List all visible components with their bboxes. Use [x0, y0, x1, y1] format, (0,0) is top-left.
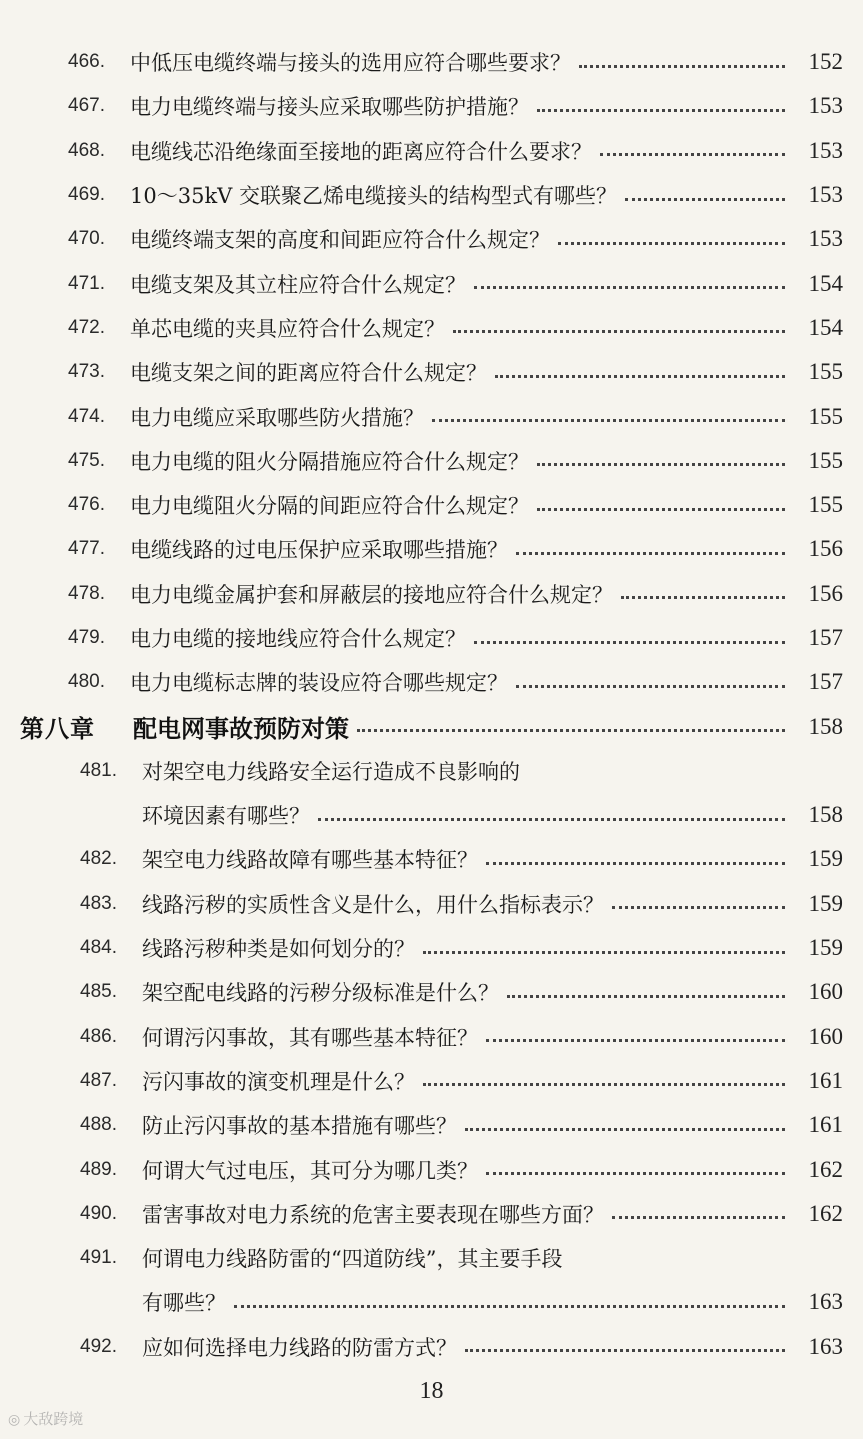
dot-leader [423, 1083, 785, 1086]
toc-entry[interactable] [0, 1325, 863, 1369]
dot-leader [621, 596, 785, 599]
entry-title-continued: 环境因素有哪些？ [142, 804, 310, 829]
watermark-text: 大敌跨境 [23, 1410, 84, 1428]
dot-leader [579, 65, 785, 68]
entry-title: 架空配电线路的污秽分级标准是什么？ [142, 981, 499, 1006]
entry-number: 483. [80, 892, 117, 914]
watermark [8, 1408, 83, 1429]
entry-page: 159 [808, 935, 843, 961]
entry-title: 电缆支架之间的距离应符合什么规定？ [130, 361, 487, 386]
dot-leader [474, 641, 785, 644]
entry-page: 160 [808, 1023, 843, 1049]
dot-leader [612, 906, 785, 909]
entry-number: 484. [80, 937, 117, 959]
entry-title: 架空电力线路故障有哪些基本特征？ [142, 848, 478, 873]
toc-entry[interactable] [0, 749, 863, 793]
entry-title: 应如何选择电力线路的防雷方式？ [142, 1335, 457, 1360]
toc-entry[interactable] [0, 1103, 863, 1147]
entry-title: 10～35kV 交联聚乙烯电缆接头的结构型式有哪些？ [130, 184, 618, 209]
entry-title: 电力电缆金属护套和屏蔽层的接地应符合什么规定？ [130, 582, 613, 607]
entry-page: 157 [808, 669, 843, 695]
entry-page: 159 [808, 846, 843, 872]
entry-title: 单芯电缆的夹具应符合什么规定？ [130, 316, 445, 341]
toc-entry[interactable] [0, 660, 863, 704]
toc-entry[interactable] [0, 1236, 863, 1280]
entry-title: 电力电缆阻火分隔的间距应符合什么规定？ [130, 494, 529, 519]
entry-number: 477. [68, 538, 105, 560]
entry-page: 155 [808, 447, 843, 473]
entry-title: 电力电缆标志牌的装设应符合哪些规定？ [130, 671, 508, 696]
entry-page: 154 [808, 270, 843, 296]
entry-page: 153 [808, 137, 843, 163]
entry-number: 482. [80, 848, 117, 870]
entry-number: 492. [80, 1335, 117, 1357]
entry-title: 电缆终端支架的高度和间距应符合什么规定？ [130, 228, 550, 253]
entry-number: 474. [68, 405, 105, 427]
dot-leader [537, 109, 785, 112]
entry-page: 163 [808, 1333, 843, 1359]
dot-leader [465, 1349, 785, 1352]
entry-number: 466. [68, 51, 105, 73]
entry-number: 468. [68, 139, 105, 161]
dot-leader [612, 1216, 785, 1219]
entry-title: 何谓电力线路防雷的“四道防线”，其主要手段 [142, 1247, 563, 1272]
toc-entry[interactable] [0, 926, 863, 970]
entry-page: 161 [808, 1067, 843, 1093]
toc-entry[interactable] [0, 572, 863, 616]
table-of-contents [0, 40, 863, 1369]
entry-page: 154 [808, 314, 843, 340]
dot-leader [486, 1039, 785, 1042]
dot-leader [234, 1305, 785, 1308]
entry-number: 487. [80, 1069, 117, 1091]
entry-page: 152 [808, 49, 843, 75]
entry-page: 153 [808, 93, 843, 119]
entry-title: 雷害事故对电力系统的危害主要表现在哪些方面？ [142, 1202, 604, 1227]
entry-number: 479. [68, 627, 105, 648]
dot-leader [516, 685, 785, 688]
toc-entry[interactable] [0, 483, 863, 527]
page-number: 18 [419, 1378, 444, 1404]
entry-page: 160 [808, 979, 843, 1005]
entry-title: 线路污秽的实质性含义是什么，用什么指标表示？ [142, 892, 604, 917]
toc-entry[interactable] [0, 129, 863, 173]
entry-page: 157 [808, 625, 843, 650]
entry-title: 电缆支架及其立柱应符合什么规定？ [130, 272, 466, 297]
entry-page: 158 [808, 802, 843, 828]
entry-number: 467. [68, 95, 105, 117]
toc-entry[interactable] [0, 970, 863, 1014]
entry-page: 159 [808, 890, 843, 916]
entry-title: 线路污秽种类是如何划分的？ [142, 937, 415, 962]
dot-leader [625, 198, 785, 201]
toc-entry[interactable] [0, 261, 863, 305]
entry-title: 电力电缆的阻火分隔措施应符合什么规定？ [130, 449, 529, 474]
entry-page: 155 [808, 492, 843, 518]
entry-number: 481. [80, 759, 117, 781]
camera-icon: ◎ [8, 1412, 21, 1428]
entry-title: 中低压电缆终端与接头的选用应符合哪些要求？ [130, 51, 571, 76]
toc-entry-continuation[interactable] [0, 1280, 863, 1324]
entry-number: 473. [68, 361, 105, 383]
dot-leader [516, 552, 785, 555]
toc-entry-continuation[interactable] [0, 793, 863, 837]
dot-leader [465, 1128, 785, 1131]
entry-number: 490. [80, 1202, 117, 1224]
toc-entry[interactable] [0, 1059, 863, 1103]
entry-page: 162 [808, 1156, 843, 1182]
entry-title: 电力电缆应采取哪些防火措施？ [130, 405, 424, 430]
entry-number: 475. [68, 449, 105, 471]
entry-number: 489. [80, 1158, 117, 1180]
entry-title: 何谓大气过电压，其可分为哪几类？ [142, 1158, 478, 1183]
dot-leader [495, 375, 785, 378]
entry-page: 155 [808, 359, 843, 385]
entry-number: 471. [68, 272, 105, 294]
dot-leader [432, 419, 785, 422]
entry-title: 对架空电力线路安全运行造成不良影响的 [142, 759, 520, 784]
entry-number: 491. [80, 1247, 117, 1269]
toc-entry[interactable] [0, 837, 863, 881]
entry-number: 485. [80, 981, 117, 1003]
entry-number: 470. [68, 228, 105, 250]
dot-leader [537, 508, 785, 511]
entry-title: 电力电缆的接地线应符合什么规定？ [130, 627, 466, 651]
entry-title: 电缆线芯沿绝缘面至接地的距离应符合什么要求？ [130, 139, 592, 164]
toc-entry[interactable] [0, 350, 863, 394]
entry-number: 486. [80, 1025, 117, 1047]
dot-leader [600, 153, 785, 156]
toc-entry[interactable] [0, 527, 863, 571]
toc-entry[interactable] [0, 882, 863, 926]
dot-leader [507, 995, 785, 998]
toc-entry[interactable] [0, 217, 863, 261]
dot-leader [558, 242, 785, 245]
entry-number: 472. [68, 316, 105, 338]
entry-title: 污闪事故的演变机理是什么？ [142, 1069, 415, 1094]
toc-entry[interactable] [0, 616, 863, 660]
entry-title-continued: 有哪些？ [142, 1291, 226, 1316]
entry-title: 防止污闪事故的基本措施有哪些？ [142, 1114, 457, 1139]
toc-entry[interactable] [0, 40, 863, 84]
entry-page: 156 [808, 580, 843, 606]
entry-number: 476. [68, 494, 105, 516]
entry-title: 电缆线路的过电压保护应采取哪些措施？ [130, 538, 508, 563]
entry-page: 162 [808, 1200, 843, 1226]
entry-number: 480. [68, 671, 105, 693]
entry-title: 何谓污闪事故，其有哪些基本特征？ [142, 1025, 478, 1050]
dot-leader [474, 286, 785, 289]
dot-leader [357, 729, 785, 732]
toc-entry[interactable] [0, 394, 863, 438]
toc-entry[interactable] [0, 1192, 863, 1236]
chapter-label: 第八章 [20, 715, 95, 744]
dot-leader [486, 862, 785, 865]
entry-page: 156 [808, 536, 843, 562]
toc-entry[interactable] [0, 439, 863, 483]
entry-title: 电力电缆终端与接头应采取哪些防护措施？ [130, 95, 529, 120]
entry-page: 153 [808, 182, 843, 208]
entry-number: 478. [68, 582, 105, 604]
entry-page: 161 [808, 1112, 843, 1138]
entry-page: 163 [808, 1289, 843, 1315]
entry-page: 153 [808, 226, 843, 252]
dot-leader [486, 1172, 785, 1175]
toc-entry[interactable] [0, 306, 863, 350]
dot-leader [537, 463, 785, 466]
entry-page: 155 [808, 403, 843, 429]
chapter-title: 配电网事故预防对策 [133, 715, 349, 744]
entry-number: 469. [68, 184, 105, 206]
dot-leader [318, 818, 785, 821]
toc-entry[interactable] [0, 173, 863, 217]
entry-number: 488. [80, 1114, 117, 1136]
toc-entry[interactable] [0, 84, 863, 128]
chapter-heading[interactable] [0, 704, 863, 748]
dot-leader [423, 951, 785, 954]
toc-entry[interactable] [0, 1015, 863, 1059]
chapter-page: 158 [808, 713, 843, 739]
dot-leader [453, 330, 785, 333]
toc-entry[interactable] [0, 1147, 863, 1191]
